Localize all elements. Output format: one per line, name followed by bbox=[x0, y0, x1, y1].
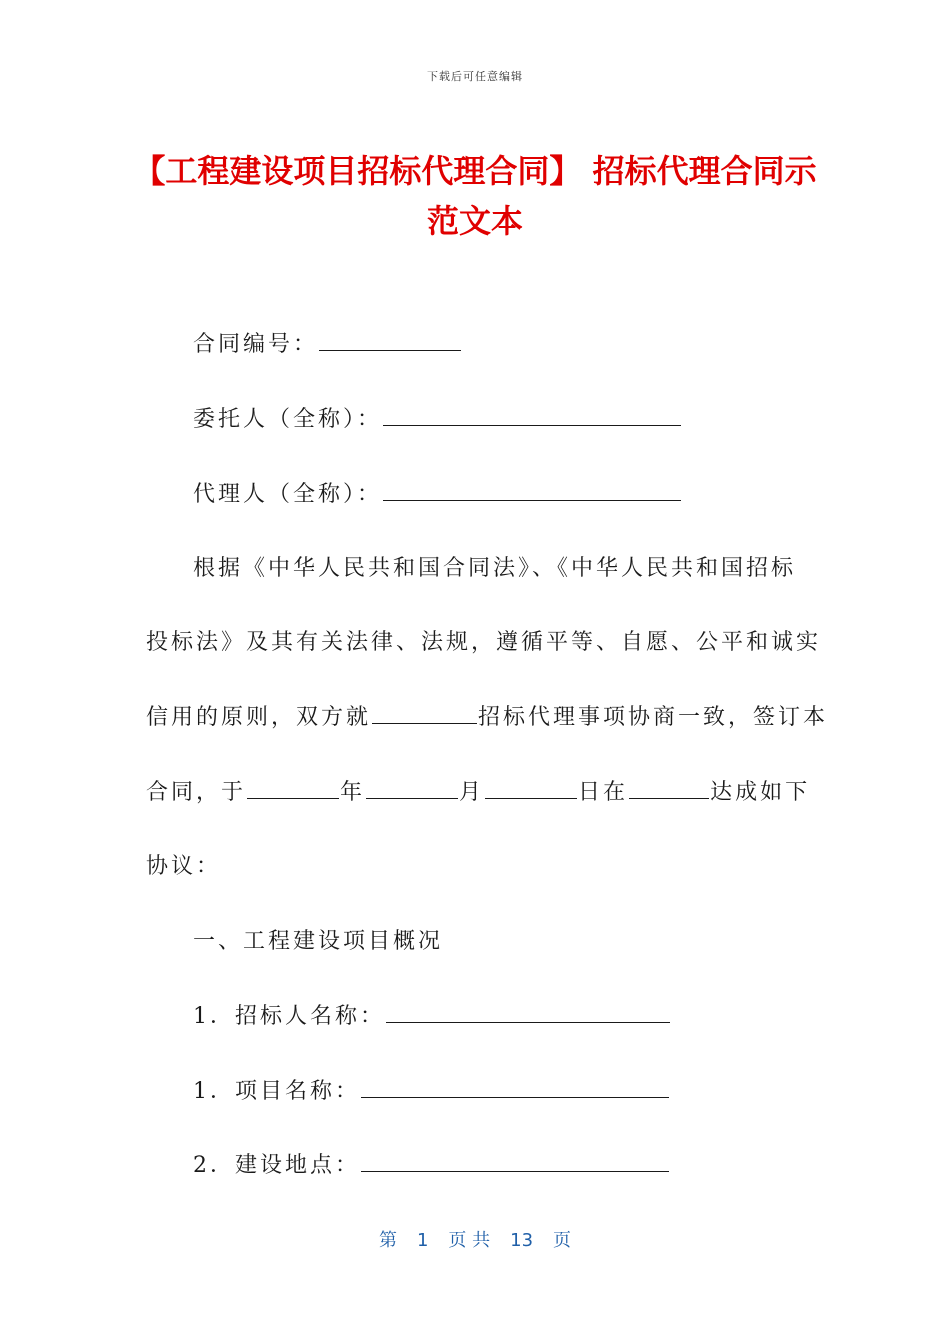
principal-line bbox=[193, 405, 682, 435]
tenderer-name-line bbox=[193, 1002, 671, 1032]
location-line bbox=[193, 1151, 670, 1181]
contract-number-blank bbox=[319, 330, 461, 351]
contract-number-line bbox=[193, 330, 462, 360]
body-paragraph-line-3 bbox=[146, 703, 828, 733]
year-label: 年 bbox=[340, 780, 366, 805]
body-paragraph-line-1: 根据《中华人民共和国合同法》、《中华人民共和国招标 bbox=[193, 556, 797, 581]
place-blank bbox=[629, 778, 709, 799]
header-note: 下载后可任意编辑 bbox=[427, 70, 523, 83]
year-blank bbox=[247, 778, 339, 799]
day-blank bbox=[485, 778, 577, 799]
agent-line bbox=[193, 480, 682, 510]
month-label: 月 bbox=[459, 780, 485, 805]
contract-number-label: 合同编号： bbox=[193, 332, 319, 357]
body-paragraph-line-5: 协议： bbox=[146, 854, 222, 879]
principal-blank bbox=[383, 405, 681, 426]
tenderer-name-label: 1．招标人名称： bbox=[193, 1004, 385, 1029]
location-blank bbox=[361, 1151, 669, 1172]
agent-blank bbox=[383, 480, 681, 501]
page-suffix: 页 bbox=[553, 1230, 572, 1251]
month-blank bbox=[366, 778, 458, 799]
body-paragraph-line-4 bbox=[146, 778, 810, 808]
agent-label: 代理人（全称）： bbox=[193, 482, 383, 507]
project-name-label: 1．项目名称： bbox=[193, 1079, 360, 1104]
location-label: 2．建设地点： bbox=[193, 1153, 360, 1178]
page-prefix: 第 bbox=[378, 1230, 397, 1251]
body-text: 信用的原则，双方就 bbox=[146, 705, 372, 730]
body-paragraph-line-2: 投标法》及其有关法律、法规，遵循平等、自愿、公平和诚实 bbox=[146, 630, 822, 655]
matter-blank bbox=[372, 703, 477, 724]
page-current: 1 bbox=[416, 1230, 429, 1251]
tenderer-name-blank bbox=[386, 1002, 670, 1023]
document-title: 【工程建设项目招标代理合同】 招标代理合同示范文本 bbox=[133, 152, 817, 240]
day-label: 日在 bbox=[578, 780, 629, 805]
principal-label: 委托人（全称）： bbox=[193, 407, 383, 432]
page-mid: 页 共 bbox=[448, 1230, 491, 1251]
project-name-blank bbox=[361, 1077, 669, 1098]
project-name-line bbox=[193, 1077, 670, 1107]
page-footer bbox=[0, 1226, 950, 1252]
page-total: 13 bbox=[510, 1230, 534, 1251]
section-heading: 一、工程建设项目概况 bbox=[193, 929, 444, 954]
body-text: 合同，于 bbox=[146, 780, 247, 805]
body-text: 达成如下 bbox=[710, 780, 811, 805]
body-text: 招标代理事项协商一致，签订本 bbox=[478, 705, 829, 730]
